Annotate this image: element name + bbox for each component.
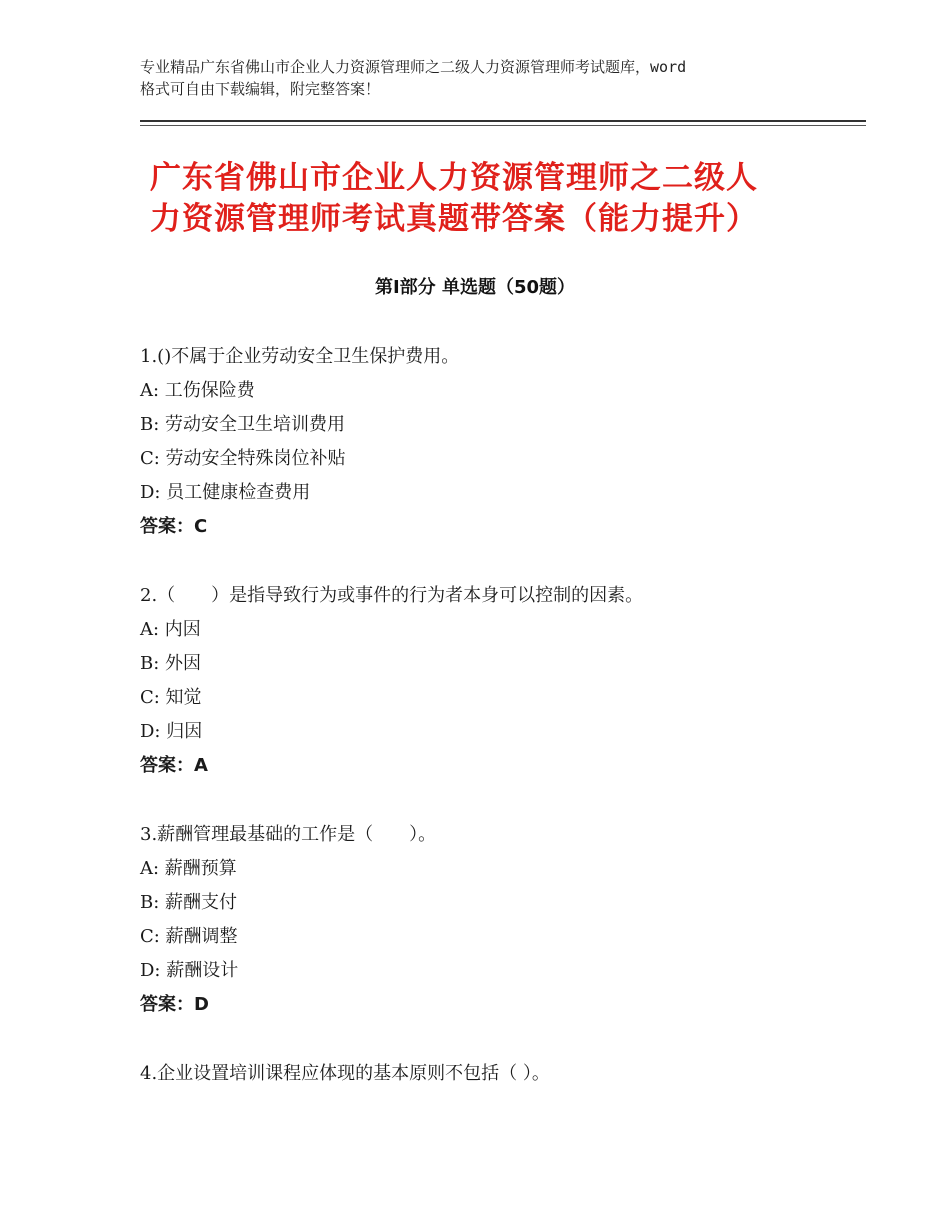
option-c: C: 知觉 (140, 687, 202, 708)
question-3 (140, 818, 860, 1022)
option-b: B: 薪酬支付 (140, 892, 238, 913)
option-a: A: 内因 (140, 619, 201, 640)
header-note-line-2: 格式可自由下载编辑，附完整答案！ (140, 80, 381, 98)
document-title-line-2: 力资源管理师考试真题带答案（能力提升） (150, 201, 758, 237)
answer-label: 答案：A (140, 755, 208, 776)
section-title: 第Ⅰ部分 单选题（50题） (374, 277, 575, 298)
document-title (150, 158, 850, 240)
question-list (140, 340, 860, 1126)
question-1 (140, 340, 860, 544)
header-note-line-1: 专业精品广东省佛山市企业人力资源管理师之二级人力资源管理师考试题库，word (140, 58, 687, 76)
document-title-line-1: 广东省佛山市企业人力资源管理师之二级人 (150, 160, 758, 196)
question-stem: 2.（ ）是指导致行为或事件的行为者本身可以控制的因素。 (140, 585, 644, 606)
option-b: B: 劳动安全卫生培训费用 (140, 414, 346, 435)
option-c: C: 薪酬调整 (140, 926, 238, 947)
option-b: B: 外因 (140, 653, 202, 674)
option-a: A: 薪酬预算 (140, 858, 237, 879)
answer-label: 答案：C (140, 516, 208, 537)
header-divider-thin (140, 125, 866, 126)
option-d: D: 薪酬设计 (140, 960, 239, 981)
question-2 (140, 579, 860, 783)
question-stem: 4.企业设置培训课程应体现的基本原则不包括（ ）。 (140, 1063, 550, 1084)
option-d: D: 归因 (140, 721, 203, 742)
option-d: D: 员工健康检查费用 (140, 482, 311, 503)
header-divider (140, 120, 866, 122)
answer-label: 答案：D (140, 994, 209, 1015)
option-c: C: 劳动安全特殊岗位补贴 (140, 448, 346, 469)
header-note (140, 56, 830, 100)
option-a: A: 工伤保险费 (140, 380, 255, 401)
question-stem: 3.薪酬管理最基础的工作是（ ）。 (140, 824, 437, 845)
question-4 (140, 1057, 860, 1091)
question-stem: 1.()不属于企业劳动安全卫生保护费用。 (140, 346, 460, 367)
